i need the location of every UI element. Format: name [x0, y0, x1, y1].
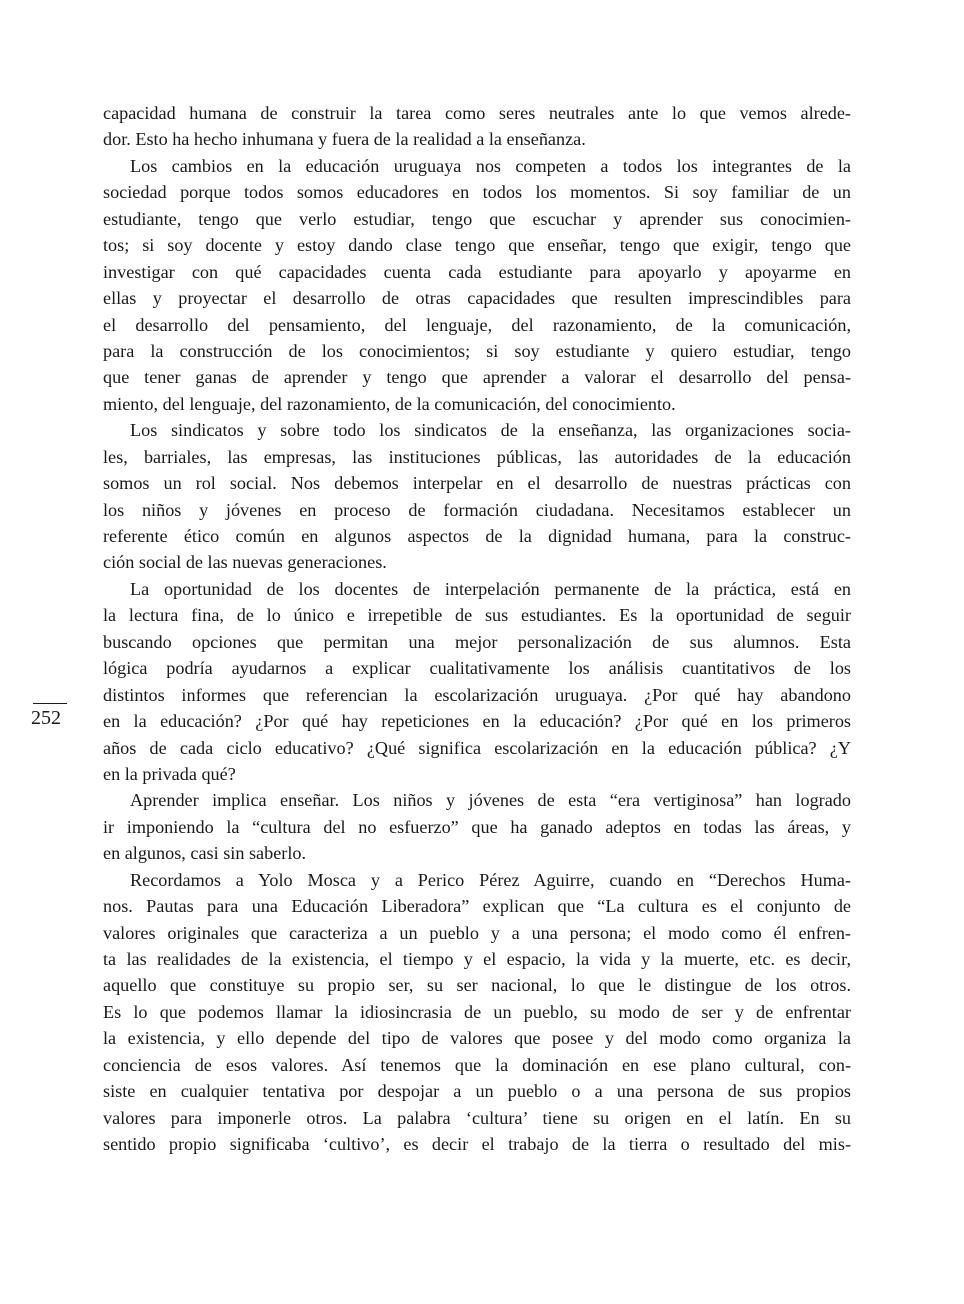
text-line: Los cambios en la educación uruguaya nos competen a todos los integrantes de la: [130, 155, 851, 176]
paragraph: [103, 153, 851, 417]
text-line: valores para imponerle otros. La palabra ‘cultura’ tiene su origen en el latín. En su: [103, 1107, 851, 1128]
text-line: Los sindicatos y sobre todo los sindicatos de la enseñanza, las organizaciones socia-: [130, 420, 851, 441]
text-line: Aprender implica enseñar. Los niños y jóvenes de esta “era vertiginosa” han logrado: [130, 790, 851, 811]
text-line: les, barriales, las empresas, las instituciones públicas, las autoridades de la educación: [103, 446, 851, 467]
text-line: nos. Pautas para una Educación Liberadora” explican que “La cultura es el conjunto de: [103, 896, 851, 917]
text-line: Recordamos a Yolo Mosca y a Perico Pérez Aguirre, cuando en “Derechos Huma-: [130, 869, 851, 890]
text-line: ción social de las nuevas generaciones.: [103, 552, 387, 573]
text-line: investigar con qué capacidades cuenta cada estudiante para apoyarlo y apoyarme en: [103, 261, 851, 282]
text-line: aquello que constituye su propio ser, su ser nacional, lo que le distingue de los otros.: [103, 975, 851, 996]
text-line: somos un rol social. Nos debemos interpelar en el desarrollo de nuestras prácticas con: [103, 473, 851, 494]
text-line: lógica podría ayudarnos a explicar cualitativamente los análisis cuantitativos de los: [103, 658, 851, 679]
text-line: sentido propio significaba ‘cultivo’, es decir el trabajo de la tierra o resultado del mis-: [103, 1134, 851, 1155]
paragraph: [103, 417, 851, 576]
text-line: conciencia de esos valores. Así tenemos que la dominación en ese plano cultural, con-: [103, 1054, 851, 1075]
paragraph: [103, 576, 851, 788]
text-line: distintos informes que referencian la escolarización uruguaya. ¿Por qué hay abandono: [103, 684, 851, 705]
text-line: la existencia, y ello depende del tipo de valores que posee y del modo como organiza la: [103, 1028, 851, 1049]
text-line: el desarrollo del pensamiento, del lenguaje, del razonamiento, de la comunicación,: [103, 314, 851, 335]
text-line: capacidad humana de construir la tarea como seres neutrales ante lo que vemos alrede-: [103, 103, 851, 123]
text-line: en algunos, casi sin saberlo.: [103, 843, 307, 864]
text-line: dor. Esto ha hecho inhumana y fuera de la realidad a la enseñanza.: [103, 129, 586, 150]
paragraph: [103, 100, 851, 153]
page-number: 252: [31, 707, 61, 729]
text-line: ta las realidades de la existencia, el tiempo y el espacio, la vida y la muerte, etc. es decir,: [103, 949, 851, 969]
body-text: [103, 100, 851, 1158]
text-line: estudiante, tengo que verlo estudiar, tengo que escuchar y aprender sus conocimien-: [103, 208, 851, 229]
text-line: buscando opciones que permitan una mejor personalización de sus alumnos. Esta: [103, 631, 851, 652]
text-line: siste en cualquier tentativa por despojar a un pueblo o a una persona de sus propios: [103, 1081, 851, 1102]
text-line: sociedad porque todos somos educadores en todos los momentos. Si soy familiar de un: [103, 182, 851, 203]
text-line: referente ético común en algunos aspectos de la dignidad humana, para la construc-: [103, 526, 851, 546]
text-line: La oportunidad de los docentes de interpelación permanente de la práctica, está en: [130, 578, 851, 599]
text-line: que tener ganas de aprender y tengo que aprender a valorar el desarrollo del pensa-: [103, 367, 851, 388]
page-number-rule: [33, 703, 67, 704]
paragraph: [103, 867, 851, 1158]
text-line: en la educación? ¿Por qué hay repeticiones en la educación? ¿Por qué en los primeros: [103, 711, 851, 732]
text-line: en la privada qué?: [103, 763, 236, 784]
text-line: la lectura fina, de lo único e irrepetible de sus estudiantes. Es la oportunidad de seguir: [103, 605, 851, 626]
text-line: años de cada ciclo educativo? ¿Qué significa escolarización en la educación pública? ¿Y: [103, 737, 851, 758]
text-line: ir imponiendo la “cultura del no esfuerzo” que ha ganado adeptos en todas las áreas, y: [103, 816, 851, 837]
text-line: ellas y proyectar el desarrollo de otras capacidades que resulten imprescindibles para: [103, 288, 851, 309]
text-line: Es lo que podemos llamar la idiosincrasia de un pueblo, su modo de ser y de enfrentar: [103, 1001, 851, 1022]
text-line: tos; si soy docente y estoy dando clase tengo que enseñar, tengo que exigir, tengo que: [103, 235, 851, 256]
text-line: valores originales que caracteriza a un pueblo y a una persona; el modo como él enfren-: [103, 922, 851, 943]
text-line: los niños y jóvenes en proceso de formación ciudadana. Necesitamos establecer un: [103, 499, 851, 520]
paragraph: [103, 787, 851, 866]
text-line: para la construcción de los conocimientos; si soy estudiante y quiero estudiar, tengo: [103, 340, 851, 361]
text-line: miento, del lenguaje, del razonamiento, de la comunicación, del conocimiento.: [103, 393, 676, 414]
